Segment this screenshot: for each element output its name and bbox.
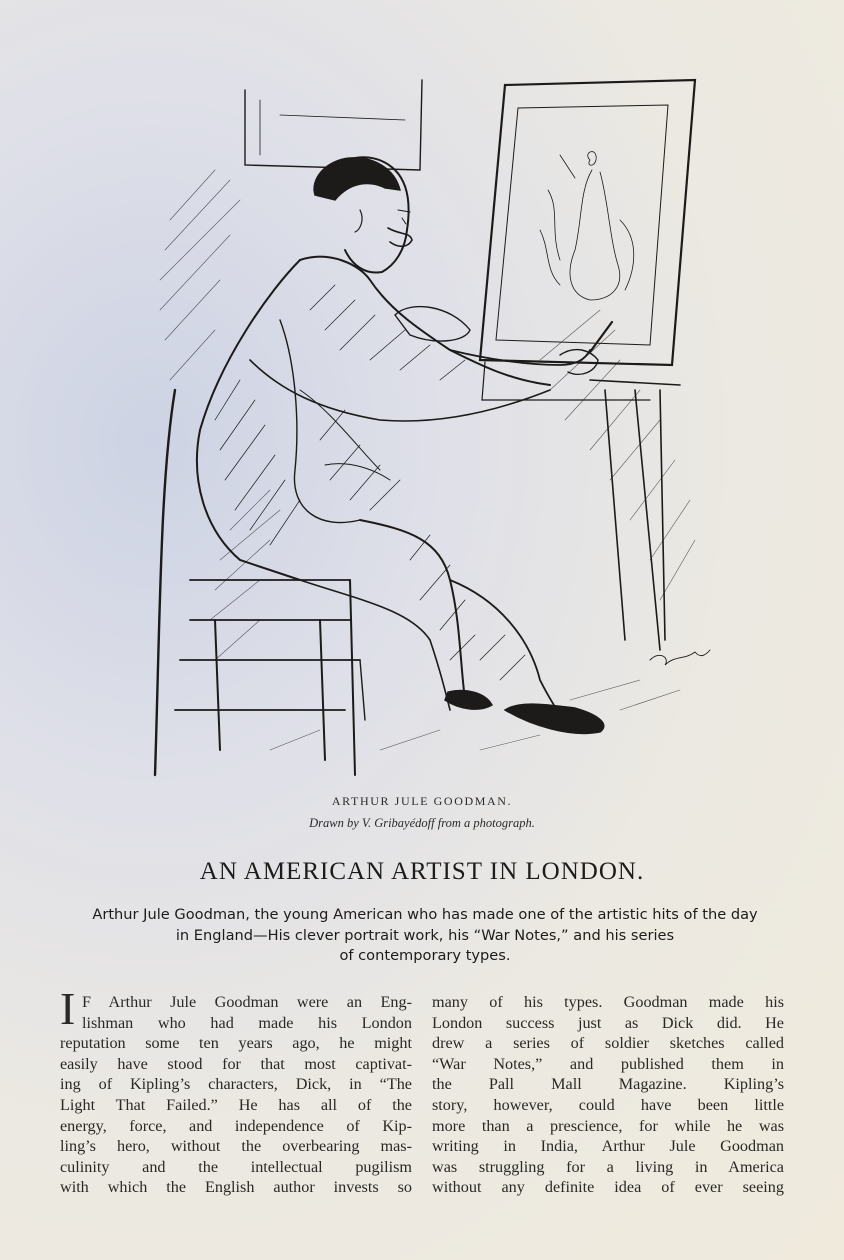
figure-caption: ARTHUR JULE GOODMAN. <box>331 794 513 808</box>
body-line: London success just as Dick did. He <box>432 1013 784 1032</box>
body-line: “War Notes,” and published them in <box>432 1054 784 1073</box>
body-line: was struggling for a living in America <box>432 1157 784 1176</box>
drop-cap: I <box>60 983 76 1034</box>
body-line: drew a series of soldier sketches called <box>432 1034 784 1053</box>
subtitle-line: in England—His clever portrait work, his “War Notes,” and his series <box>175 926 675 944</box>
body-line: energy, force, and independence of Kip- <box>60 1116 412 1135</box>
body-line: easily have stood for that most captivat- <box>60 1054 412 1073</box>
body-line: ling’s hero, without the overbearing mas- <box>60 1137 412 1156</box>
figure-credit: Drawn by V. Gribayédoff from a photograph. <box>309 816 535 830</box>
left-column <box>60 992 412 1198</box>
body-line: writing in India, Arthur Jule Goodman <box>432 1137 784 1156</box>
article-title: AN AMERICAN ARTIST IN LONDON. <box>199 858 645 885</box>
body-line: lishman who had made his London <box>82 1013 412 1032</box>
body-line: without any definite idea of ever seeing <box>432 1178 784 1197</box>
body-line: story, however, could have been little <box>432 1095 784 1114</box>
article-subtitle <box>60 904 790 966</box>
subtitle-line: Arthur Jule Goodman, the young American who has made one of the artistic hits of the day <box>92 906 758 923</box>
artist-at-easel-drawing <box>120 60 740 790</box>
body-line: the Pall Mall Magazine. Kipling’s <box>432 1075 784 1094</box>
body-line: more than a prescience, for while he was <box>432 1116 784 1135</box>
body-line: reputation some ten years ago, he might <box>60 1034 412 1053</box>
subtitle-line: of contemporary types. <box>339 947 511 965</box>
portrait-illustration <box>120 60 740 790</box>
body-line: culinity and the intellectual pugilism <box>60 1157 412 1176</box>
body-line: ing of Kipling’s characters, Dick, in “The <box>60 1075 412 1094</box>
body-line: Light That Failed.” He has all of the <box>60 1095 412 1114</box>
body-line: F Arthur Jule Goodman were an Eng- <box>82 993 412 1011</box>
right-column <box>432 992 784 1198</box>
body-line: many of his types. Goodman made his <box>432 993 784 1011</box>
body-line: with which the English author invests so <box>60 1178 412 1197</box>
